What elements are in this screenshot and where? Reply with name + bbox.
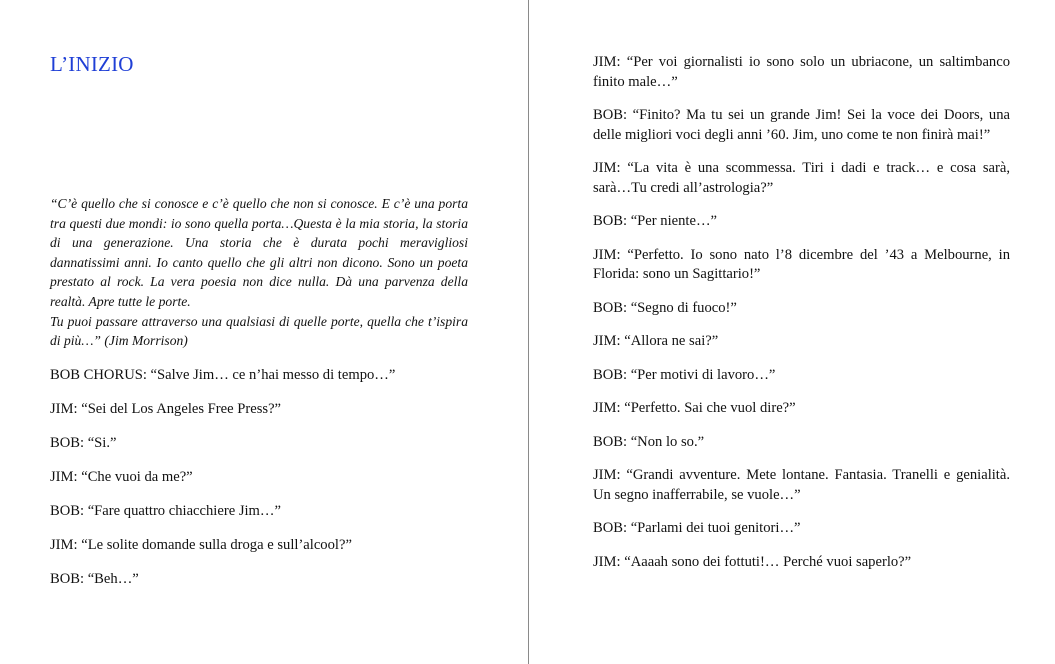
dialogue-line: JIM: “Grandi avventure. Mete lontane. Fantasia. Tranelli e genialità. Un segno inafferrabile, se vuole…” <box>593 467 1010 503</box>
dialogue-line: JIM: “Le solite domande sulla droga e sull’alcool?” <box>50 537 352 553</box>
dialogue-line: BOB: “Non lo so.” <box>593 433 705 450</box>
right-page <box>530 0 1055 664</box>
dialogue-line: JIM: “Aaaah sono dei fottuti!… Perché vuoi saperlo?” <box>593 553 912 570</box>
dialogue-line: BOB: “Segno di fuoco!” <box>593 299 737 316</box>
dialogue-line: JIM: “Sei del Los Angeles Free Press?” <box>50 401 282 417</box>
dialogue-line: JIM: “Che vuoi da me?” <box>50 469 193 485</box>
right-dialogue <box>593 53 1010 586</box>
page-divider <box>528 0 529 664</box>
dialogue-line: JIM: “Perfetto. Io sono nato l’8 dicembre del ’43 a Melbourne, in Florida: sono un Sagittario!” <box>593 246 1010 282</box>
dialogue-line: JIM: “Allora ne sai?” <box>593 333 719 349</box>
dialogue-line: JIM: “Per voi giornalisti io sono solo un ubriacone, un saltimbanco finito male…” <box>593 54 1010 90</box>
left-dialogue <box>50 366 470 604</box>
chapter-title: L’INIZIO <box>50 52 134 76</box>
epigraph-paragraph: “C’è quello che si conosce e c’è quello che non si conosce. E c’è una porta tra questi due mondi: io sono quella porta…Questa è la mia storia, la storia di una generazione. Una storia che è durata pochi meravigliosi dannatissimi anni. Io canto quello che gli altri non dicono. Sono un poeta prestato al rock. La vera poesia non dice nulla. Dà una parvenza della realtà. Apre tutte le porte. <box>50 196 468 309</box>
dialogue-line: JIM: “La vita è una scommessa. Tiri i dadi e track… e cosa sarà, sarà…Tu credi all’astrologia?” <box>593 160 1010 196</box>
dialogue-line: BOB: “Per niente…” <box>593 213 718 229</box>
dialogue-line: BOB: “Finito? Ma tu sei un grande Jim! Sei la voce dei Doors, una delle migliori voci degli anni ’60. Jim, uno come te non finirà mai!” <box>593 107 1010 143</box>
dialogue-line: BOB: “Parlami dei tuoi genitori…” <box>593 520 801 536</box>
epigraph-paragraph: Tu puoi passare attraverso una qualsiasi di quelle porte, quella che t’ispira di più…” (Jim Morrison) <box>50 313 468 349</box>
dialogue-line: JIM: “Perfetto. Sai che vuol dire?” <box>593 400 796 416</box>
epigraph <box>50 194 468 351</box>
dialogue-line: BOB: “Per motivi di lavoro…” <box>593 366 776 383</box>
dialogue-line: BOB CHORUS: “Salve Jim… ce n’hai messo di tempo…” <box>50 367 396 383</box>
dialogue-line: BOB: “Si.” <box>50 435 117 451</box>
dialogue-line: BOB: “Fare quattro chiacchiere Jim…” <box>50 503 281 519</box>
dialogue-line: BOB: “Beh…” <box>50 571 139 587</box>
